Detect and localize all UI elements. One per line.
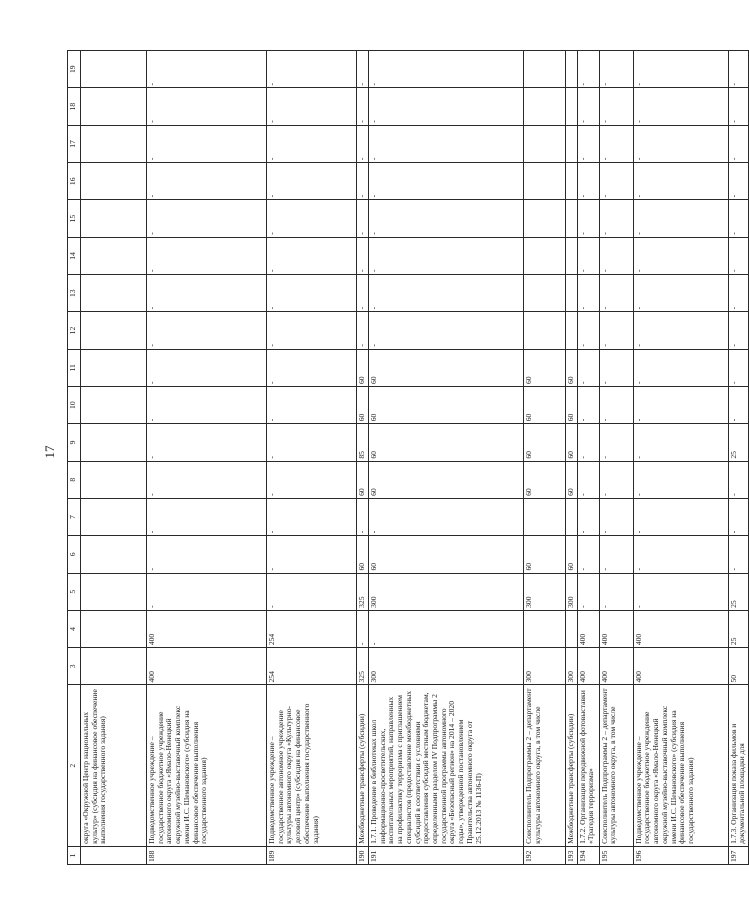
- value-cell: -: [577, 536, 599, 573]
- value-cell: -: [357, 498, 369, 535]
- value-cell: -: [369, 51, 524, 88]
- value-cell: -: [267, 312, 357, 349]
- value-cell: [81, 573, 147, 610]
- value-cell: -: [728, 498, 748, 535]
- budget-table: [67, 50, 749, 865]
- value-cell: [566, 200, 578, 237]
- value-cell: [524, 51, 566, 88]
- value-cell: 60: [566, 349, 578, 386]
- value-cell: -: [577, 386, 599, 423]
- value-cell: -: [369, 125, 524, 162]
- value-cell: -: [633, 200, 728, 237]
- row-number-cell: 195: [599, 846, 633, 864]
- value-cell: -: [267, 237, 357, 274]
- value-cell: -: [599, 536, 633, 573]
- value-cell: -: [577, 163, 599, 200]
- value-cell: -: [267, 536, 357, 573]
- value-cell: -: [599, 312, 633, 349]
- value-cell: [524, 163, 566, 200]
- value-cell: 60: [524, 349, 566, 386]
- column-number-cell: 13: [68, 275, 81, 312]
- value-cell: [566, 610, 578, 647]
- value-cell: -: [147, 461, 267, 498]
- column-number-cell: 11: [68, 349, 81, 386]
- row-number-cell: 191: [369, 846, 524, 864]
- value-cell: -: [577, 461, 599, 498]
- value-cell: -: [267, 163, 357, 200]
- table-row: [357, 51, 369, 865]
- table-header-row: [68, 51, 81, 865]
- row-number-cell: 194: [577, 846, 599, 864]
- value-cell: -: [633, 386, 728, 423]
- column-number-cell: 8: [68, 461, 81, 498]
- value-cell: [81, 610, 147, 647]
- column-number-cell: 5: [68, 573, 81, 610]
- value-cell: 300: [566, 573, 578, 610]
- value-cell: 300: [369, 573, 524, 610]
- value-cell: -: [267, 88, 357, 125]
- table-row: [566, 51, 578, 865]
- row-number-cell: 190: [357, 846, 369, 864]
- value-cell: -: [633, 237, 728, 274]
- row-number-cell: 192: [524, 846, 566, 864]
- value-cell: [81, 312, 147, 349]
- value-cell: 60: [524, 386, 566, 423]
- value-cell: -: [728, 312, 748, 349]
- value-cell: -: [599, 163, 633, 200]
- value-cell: [566, 237, 578, 274]
- column-number-cell: 14: [68, 237, 81, 274]
- description-cell: Подведомственное учреждение – государственное бюджетное учреждение автономного округа «Ямало-Ненецкий окружной музейно-выставочный комплекс имени И.С. Шемановского» (субсидия на финансовое обеспечение выполнения государственного задания): [633, 685, 728, 846]
- column-number-cell: 7: [68, 498, 81, 535]
- value-cell: 300: [524, 573, 566, 610]
- value-cell: -: [357, 275, 369, 312]
- description-cell: Межбюджетные трансферты (субсидии): [566, 685, 578, 846]
- value-cell: -: [357, 163, 369, 200]
- value-cell: 60: [524, 461, 566, 498]
- value-cell: -: [147, 573, 267, 610]
- column-number-cell: 19: [68, 51, 81, 88]
- value-cell: -: [267, 349, 357, 386]
- value-cell: 400: [633, 610, 728, 647]
- description-cell: округа «Окружной Центр национальных культур» (субсидия на финансовое обеспечение выполнения государственного задания): [81, 685, 147, 846]
- value-cell: -: [147, 125, 267, 162]
- value-cell: -: [369, 200, 524, 237]
- value-cell: -: [577, 573, 599, 610]
- value-cell: [81, 349, 147, 386]
- row-number-cell: 196: [633, 846, 728, 864]
- column-number-cell: 16: [68, 163, 81, 200]
- value-cell: -: [728, 200, 748, 237]
- value-cell: -: [633, 275, 728, 312]
- row-number-cell: 193: [566, 846, 578, 864]
- value-cell: 25: [728, 610, 748, 647]
- value-cell: 400: [147, 648, 267, 685]
- value-cell: 325: [357, 573, 369, 610]
- value-cell: -: [147, 237, 267, 274]
- value-cell: 60: [357, 536, 369, 573]
- value-cell: 400: [147, 610, 267, 647]
- description-cell: Соисполнитель Подпрограммы 2 – департамент культуры автономного округа, в том числе: [599, 685, 633, 846]
- value-cell: 60: [357, 386, 369, 423]
- value-cell: [524, 200, 566, 237]
- value-cell: 300: [524, 648, 566, 685]
- value-cell: -: [633, 573, 728, 610]
- value-cell: -: [577, 498, 599, 535]
- table-row: [147, 51, 267, 865]
- value-cell: -: [728, 125, 748, 162]
- value-cell: -: [147, 498, 267, 535]
- value-cell: 300: [369, 648, 524, 685]
- value-cell: -: [599, 275, 633, 312]
- value-cell: -: [369, 610, 524, 647]
- value-cell: [81, 125, 147, 162]
- description-cell: 1.7.3. Организация показа фильмов и документальной площадки для: [728, 685, 748, 846]
- value-cell: -: [577, 125, 599, 162]
- value-cell: 60: [369, 349, 524, 386]
- column-number-cell: 18: [68, 88, 81, 125]
- value-cell: -: [599, 461, 633, 498]
- value-cell: -: [633, 312, 728, 349]
- value-cell: -: [599, 424, 633, 461]
- value-cell: -: [728, 51, 748, 88]
- value-cell: -: [633, 349, 728, 386]
- value-cell: -: [147, 51, 267, 88]
- value-cell: 60: [524, 536, 566, 573]
- description-cell: 1.7.1. Проведение в библиотеках школ информационно-просветительских, воспитательных мероприятий, направленных на профилактику терроризма с приглашением специалистов (предоставление межбюджетных субсидий в соответствии с условиями предоставления субсидий местным бюджетам, определенными разделом IV Подпрограммы 2 государственной программы автономного округа «Безопасный регион» на 2014 – 2020 годы», утвержденной постановлением Правительства автономного округа от 25.12.2013 № 1136-П): [369, 685, 524, 846]
- value-cell: [524, 125, 566, 162]
- value-cell: 60: [369, 424, 524, 461]
- value-cell: -: [267, 386, 357, 423]
- value-cell: -: [599, 200, 633, 237]
- column-number-cell: 15: [68, 200, 81, 237]
- value-cell: -: [357, 125, 369, 162]
- value-cell: [524, 237, 566, 274]
- value-cell: -: [577, 275, 599, 312]
- value-cell: -: [357, 610, 369, 647]
- value-cell: 25: [728, 424, 748, 461]
- value-cell: [566, 275, 578, 312]
- column-number-cell: 9: [68, 424, 81, 461]
- value-cell: -: [577, 424, 599, 461]
- value-cell: 50: [728, 648, 748, 685]
- value-cell: -: [633, 498, 728, 535]
- value-cell: [524, 88, 566, 125]
- value-cell: 325: [357, 648, 369, 685]
- value-cell: -: [147, 424, 267, 461]
- table-row: [524, 51, 566, 865]
- value-cell: -: [357, 312, 369, 349]
- value-cell: 400: [577, 648, 599, 685]
- value-cell: -: [267, 573, 357, 610]
- value-cell: [524, 498, 566, 535]
- description-cell: Подведомственное учреждение – государственное автономное учреждение культуры автономного округа «Культурно-деловой центр» (субсидия на финансовое обеспечение выполнения государственного задания): [267, 685, 357, 846]
- value-cell: 400: [599, 610, 633, 647]
- value-cell: -: [147, 312, 267, 349]
- value-cell: -: [728, 461, 748, 498]
- value-cell: -: [267, 461, 357, 498]
- value-cell: -: [147, 200, 267, 237]
- value-cell: -: [369, 88, 524, 125]
- value-cell: 60: [566, 424, 578, 461]
- table-rotated-container: [67, 50, 747, 865]
- value-cell: 85: [357, 424, 369, 461]
- value-cell: -: [577, 349, 599, 386]
- table-row: [267, 51, 357, 865]
- value-cell: 60: [369, 536, 524, 573]
- value-cell: [566, 88, 578, 125]
- value-cell: -: [577, 88, 599, 125]
- value-cell: [81, 275, 147, 312]
- value-cell: -: [633, 461, 728, 498]
- value-cell: [524, 610, 566, 647]
- value-cell: -: [599, 573, 633, 610]
- value-cell: -: [633, 51, 728, 88]
- table-row: [577, 51, 599, 865]
- row-number-cell: 197: [728, 846, 748, 864]
- column-number-cell: 2: [68, 685, 81, 846]
- column-number-cell: 4: [68, 610, 81, 647]
- value-cell: -: [357, 88, 369, 125]
- value-cell: 254: [267, 648, 357, 685]
- value-cell: -: [267, 51, 357, 88]
- description-cell: Межбюджетные трансферты (субсидии): [357, 685, 369, 846]
- value-cell: -: [728, 275, 748, 312]
- table-row: [728, 51, 748, 865]
- value-cell: -: [267, 275, 357, 312]
- value-cell: [81, 536, 147, 573]
- value-cell: -: [267, 125, 357, 162]
- value-cell: 254: [267, 610, 357, 647]
- value-cell: [566, 125, 578, 162]
- value-cell: -: [147, 275, 267, 312]
- value-cell: -: [267, 200, 357, 237]
- value-cell: [81, 424, 147, 461]
- value-cell: 25: [728, 573, 748, 610]
- table-row: [81, 51, 147, 865]
- description-cell: Подведомственное учреждение – государственное бюджетное учреждение автономного округа «Ямало-Ненецкий окружной музейно-выставочный комплекс имени И.С. Шемановского» (субсидия на финансовое обеспечение выполнения государственного задания): [147, 685, 267, 846]
- value-cell: -: [728, 386, 748, 423]
- column-number-cell: 3: [68, 648, 81, 685]
- value-cell: 60: [566, 536, 578, 573]
- row-number-cell: 188: [147, 846, 267, 864]
- value-cell: -: [599, 349, 633, 386]
- value-cell: [566, 312, 578, 349]
- value-cell: -: [599, 386, 633, 423]
- value-cell: -: [147, 88, 267, 125]
- value-cell: -: [599, 237, 633, 274]
- value-cell: -: [147, 386, 267, 423]
- value-cell: [566, 163, 578, 200]
- value-cell: -: [357, 200, 369, 237]
- value-cell: 400: [633, 648, 728, 685]
- value-cell: [566, 498, 578, 535]
- value-cell: [81, 200, 147, 237]
- value-cell: -: [369, 312, 524, 349]
- row-number-cell: [81, 846, 147, 864]
- value-cell: -: [633, 125, 728, 162]
- value-cell: 300: [566, 648, 578, 685]
- value-cell: -: [369, 163, 524, 200]
- value-cell: -: [728, 536, 748, 573]
- value-cell: -: [599, 125, 633, 162]
- value-cell: -: [577, 237, 599, 274]
- description-cell: 1.7.2. Организация передвижной фотовыставки «Трагедия терроризма»: [577, 685, 599, 846]
- value-cell: [81, 51, 147, 88]
- value-cell: 60: [357, 349, 369, 386]
- column-number-cell: 17: [68, 125, 81, 162]
- value-cell: 60: [357, 461, 369, 498]
- value-cell: [81, 648, 147, 685]
- column-number-cell: 10: [68, 386, 81, 423]
- description-cell: Соисполнитель Подпрограммы 2 – департамент культуры автономного округа, в том числе: [524, 685, 566, 846]
- value-cell: -: [147, 163, 267, 200]
- value-cell: -: [633, 163, 728, 200]
- row-number-cell: 189: [267, 846, 357, 864]
- value-cell: -: [577, 51, 599, 88]
- value-cell: -: [633, 536, 728, 573]
- value-cell: [81, 386, 147, 423]
- value-cell: 60: [524, 424, 566, 461]
- value-cell: 60: [566, 386, 578, 423]
- value-cell: -: [728, 88, 748, 125]
- value-cell: [524, 312, 566, 349]
- value-cell: -: [728, 237, 748, 274]
- value-cell: -: [267, 498, 357, 535]
- table-row: [633, 51, 728, 865]
- value-cell: 60: [369, 461, 524, 498]
- value-cell: 400: [577, 610, 599, 647]
- value-cell: 60: [369, 386, 524, 423]
- value-cell: -: [633, 424, 728, 461]
- value-cell: -: [369, 498, 524, 535]
- value-cell: -: [369, 237, 524, 274]
- table-row: [599, 51, 633, 865]
- value-cell: -: [599, 88, 633, 125]
- table-body: [68, 51, 749, 865]
- value-cell: [81, 498, 147, 535]
- value-cell: -: [357, 51, 369, 88]
- value-cell: [566, 51, 578, 88]
- value-cell: -: [599, 498, 633, 535]
- value-cell: 60: [566, 461, 578, 498]
- value-cell: -: [147, 536, 267, 573]
- value-cell: 400: [599, 648, 633, 685]
- column-number-cell: 1: [68, 846, 81, 864]
- value-cell: -: [728, 349, 748, 386]
- value-cell: -: [728, 163, 748, 200]
- value-cell: -: [599, 51, 633, 88]
- value-cell: -: [267, 424, 357, 461]
- value-cell: [81, 163, 147, 200]
- value-cell: [81, 237, 147, 274]
- column-number-cell: 12: [68, 312, 81, 349]
- value-cell: [81, 461, 147, 498]
- value-cell: -: [577, 200, 599, 237]
- value-cell: -: [357, 237, 369, 274]
- value-cell: [524, 275, 566, 312]
- table-row: [369, 51, 524, 865]
- value-cell: -: [369, 275, 524, 312]
- value-cell: [81, 88, 147, 125]
- value-cell: -: [147, 349, 267, 386]
- page-number: 17: [42, 445, 57, 459]
- value-cell: -: [633, 88, 728, 125]
- value-cell: -: [577, 312, 599, 349]
- column-number-cell: 6: [68, 536, 81, 573]
